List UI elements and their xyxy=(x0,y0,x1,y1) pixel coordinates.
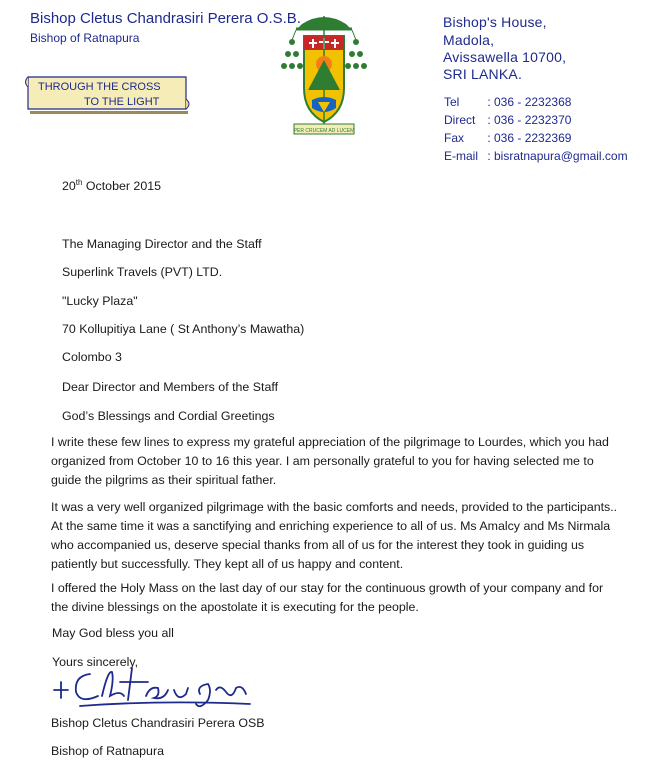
contact-label: E-mail xyxy=(444,149,479,163)
recipient-line: "Lucky Plaza" xyxy=(62,294,138,308)
contact-email xyxy=(444,149,628,163)
contact-value: : 036 - 2232369 xyxy=(487,131,572,145)
motto-banner xyxy=(22,73,192,117)
contact-direct xyxy=(444,113,571,127)
body-paragraph: It was a very well organized pilgrimage with the basic comforts and needs, provided to the participants.. At the same time it was a sanctifying and enriching experience to all of us. Ms Amalcy and Ms Nirmala who accompanied us, deserve special thanks from all of us for the interest they took in guiding us patiently but successfully. They kept all of us happy and content. xyxy=(51,500,618,571)
signer-title: Bishop of Ratnapura xyxy=(51,744,164,758)
date-rest: October 2015 xyxy=(82,179,161,194)
recipient-line: 70 Kollupitiya Lane ( St Anthony’s Mawatha) xyxy=(62,322,305,336)
closing: Yours sincerely, xyxy=(52,655,139,669)
recipient-line: Superlink Travels (PVT) LTD. xyxy=(62,265,223,279)
recipient-line: Colombo 3 xyxy=(62,350,122,364)
contact-label: Tel xyxy=(444,95,460,109)
blessing: May God bless you all xyxy=(52,626,174,640)
motto-line-1: THROUGH THE CROSS xyxy=(38,81,161,93)
letter-date xyxy=(62,178,161,193)
recipient-line: The Managing Director and the Staff xyxy=(62,237,262,251)
contact-value: : bisratnapura@gmail.com xyxy=(487,149,628,163)
body-paragraph: I offered the Holy Mass on the last day of our stay for the continuous growth of your company and for the divine blessings on the apostolate it is executing for the people. xyxy=(51,581,604,614)
date-day: 20 xyxy=(62,179,76,194)
contact-value: : 036 - 2232368 xyxy=(487,95,572,109)
address-line: Bishop's House, xyxy=(443,14,547,30)
letterhead-name: Bishop Cletus Chandrasiri Perera O.S.B. xyxy=(30,10,301,27)
date-suffix: th xyxy=(75,178,83,187)
contact-label: Direct xyxy=(444,113,476,127)
signer-name: Bishop Cletus Chandrasiri Perera OSB xyxy=(51,716,265,730)
salutation: Dear Director and Members of the Staff xyxy=(62,380,279,394)
motto-line-2: TO THE LIGHT xyxy=(84,96,160,108)
scroll-banner-icon xyxy=(22,73,192,117)
address-line: Avissawella 10700, xyxy=(443,49,567,65)
contact-fax xyxy=(444,131,571,145)
address-line: SRI LANKA. xyxy=(443,66,523,82)
letterhead-title: Bishop of Ratnapura xyxy=(30,31,140,45)
coat-of-arms-icon xyxy=(274,12,374,142)
greeting: God’s Blessings and Cordial Greetings xyxy=(62,409,275,423)
crest-motto: PER CRUCEM AD LUCEM xyxy=(293,128,355,134)
contact-label: Fax xyxy=(444,131,465,145)
handwritten-signature-icon xyxy=(50,660,265,715)
body-paragraph: I write these few lines to express my grateful appreciation of the pilgrimage to Lourdes, which you had organized from October 10 to 16 this year. I am personally grateful to you for having selected me to guide the pilgrims as their spiritual father. xyxy=(51,435,609,487)
contact-tel xyxy=(444,95,571,109)
address-line: Madola, xyxy=(443,32,495,48)
contact-value: : 036 - 2232370 xyxy=(487,113,572,127)
